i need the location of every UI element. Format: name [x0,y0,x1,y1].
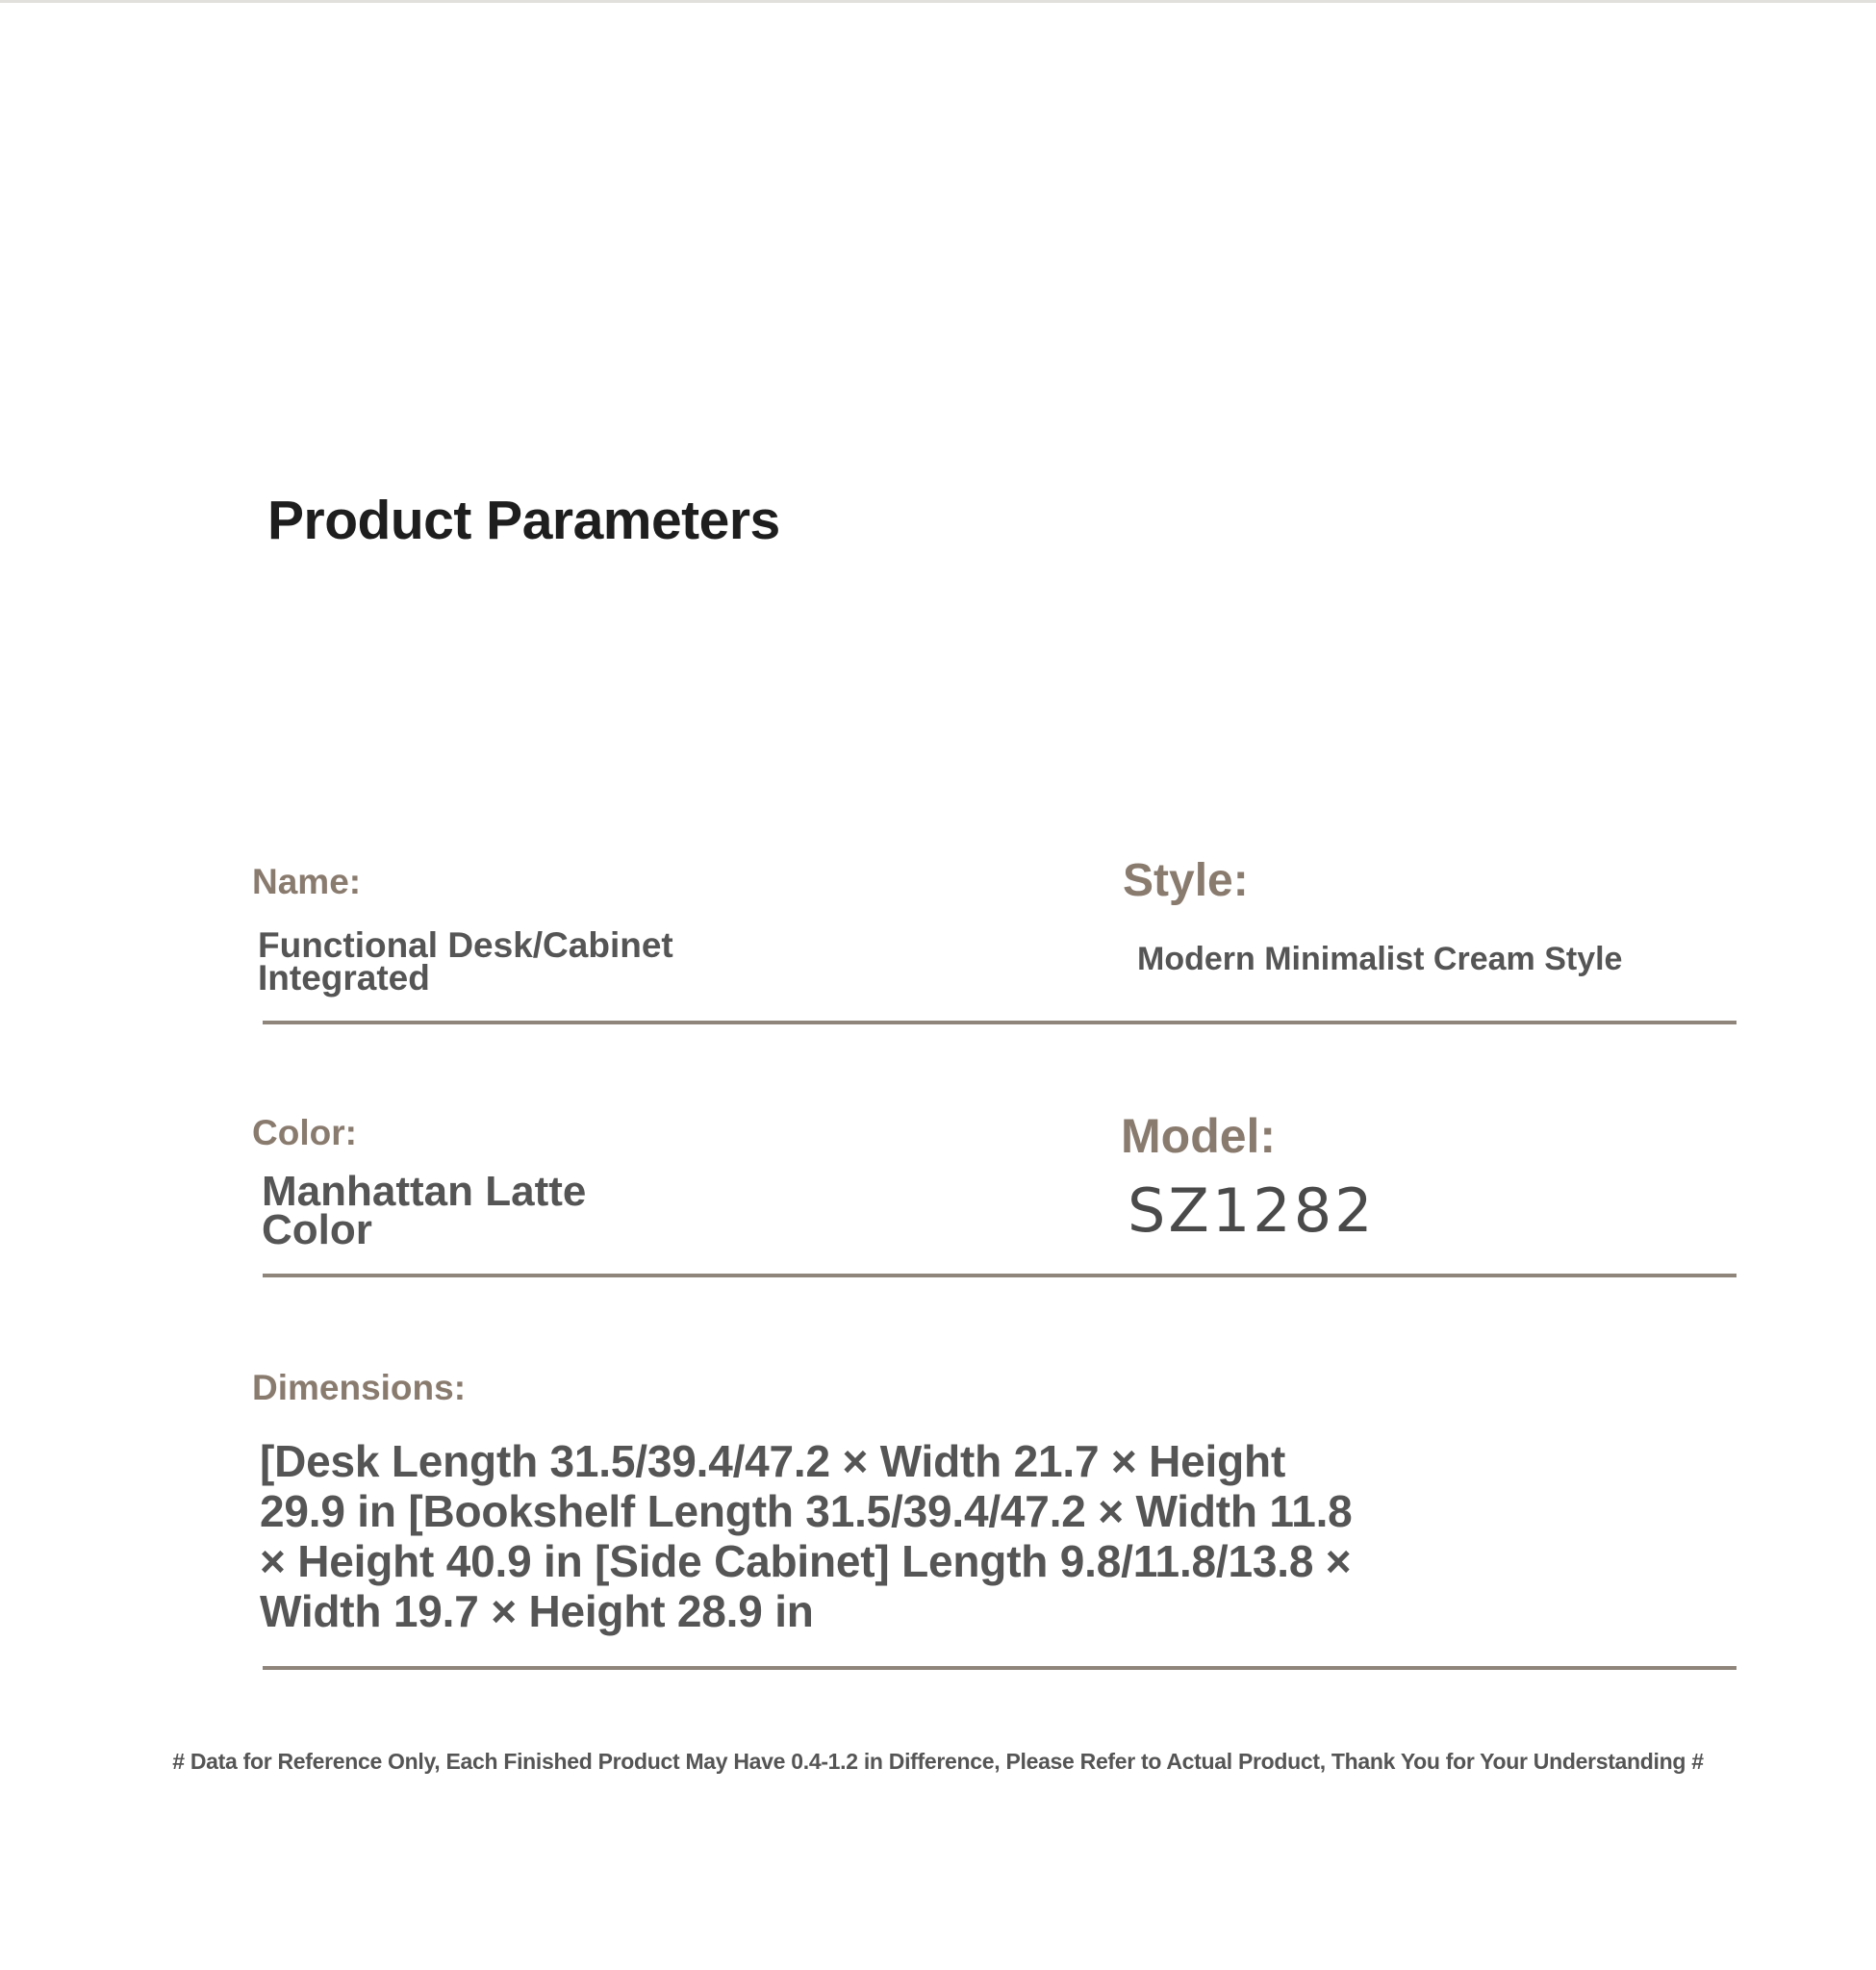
page-title: Product Parameters [267,490,780,551]
divider [263,1021,1737,1024]
name-label: Name: [252,862,362,901]
style-value: Modern Minimalist Cream Style [1137,941,1623,977]
style-label: Style: [1123,855,1249,906]
disclaimer-note: # Data for Reference Only, Each Finished Product May Have 0.4-1.2 in Difference, Please Refer to Actual Product, Thank You for Your Understanding # [172,1749,1704,1774]
color-value: Manhattan Latte Color [262,1168,587,1253]
model-value: SZ1282 [1128,1175,1376,1246]
model-label: Model: [1121,1109,1277,1163]
color-label: Color: [252,1113,357,1152]
divider [263,1274,1737,1277]
dimensions-label: Dimensions: [252,1368,467,1407]
top-border [0,0,1876,3]
name-value: Functional Desk/Cabinet Integrated [258,925,673,998]
divider [263,1666,1737,1670]
dimensions-value: [Desk Length 31.5/39.4/47.2 × Width 21.7 × Height 29.9 in [Bookshelf Length 31.5/39.4/47.2 × Width 11.8 × Height 40.9 in [Side Cabinet] Length 9.8/11.8/13.8 × Width 19.7 × Height 28.9 in [260,1436,1353,1636]
